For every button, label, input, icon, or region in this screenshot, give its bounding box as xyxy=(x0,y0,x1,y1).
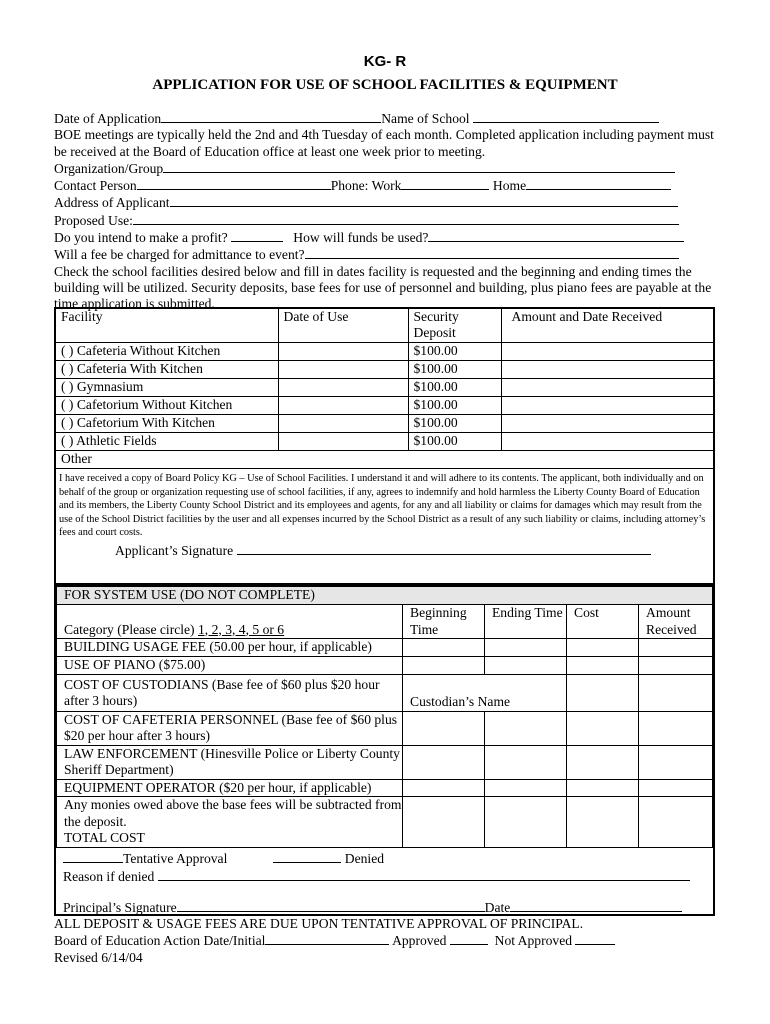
facility-row xyxy=(55,415,714,433)
applicant-signature-field[interactable] xyxy=(237,542,651,555)
fee-row xyxy=(57,745,713,779)
contact-person-field[interactable] xyxy=(137,177,331,190)
footer xyxy=(54,916,734,966)
facility-row xyxy=(55,433,714,451)
date-of-use-cell[interactable] xyxy=(278,343,408,361)
system-use-section xyxy=(54,584,715,916)
begin-cell[interactable] xyxy=(403,779,485,797)
tentative-approval-field[interactable] xyxy=(63,850,123,863)
principal-signature-label: Principal’s Signature xyxy=(63,900,177,915)
beginning-time-header: Beginning Time xyxy=(403,605,485,639)
reason-line xyxy=(63,868,706,886)
address-line xyxy=(54,194,714,211)
fee-field[interactable] xyxy=(305,246,679,259)
fee-label: LAW ENFORCEMENT (Hinesville Police or Liberty County Sheriff Department) xyxy=(57,745,403,779)
date-of-use-cell[interactable] xyxy=(278,433,408,451)
applicant-signature-label: Applicant’s Signature xyxy=(115,542,234,558)
deposit-note-cell xyxy=(57,797,403,848)
form-code: KG- R xyxy=(363,53,407,70)
category-cell xyxy=(57,605,403,639)
deposit-cell: $100.00 xyxy=(408,361,501,379)
deposit-cell: $100.00 xyxy=(408,415,501,433)
facilities-header-row xyxy=(55,308,714,343)
begin-cell xyxy=(403,797,485,848)
total-row xyxy=(57,797,713,848)
system-use-title: FOR SYSTEM USE (DO NOT COMPLETE) xyxy=(57,587,713,605)
date-of-use-cell[interactable] xyxy=(278,361,408,379)
deposit-cell: $100.00 xyxy=(408,379,501,397)
deposit-cell: $100.00 xyxy=(408,343,501,361)
cost-cell[interactable] xyxy=(567,711,639,745)
facility-name[interactable]: ( ) Cafeteria With Kitchen xyxy=(55,361,278,379)
fee-label: BUILDING USAGE FEE (50.00 per hour, if applicable) xyxy=(57,639,403,657)
approved-label: Approved xyxy=(392,933,447,949)
profit-label: Do you intend to make a profit? xyxy=(54,230,228,246)
phone-work-label: Phone: Work xyxy=(330,178,402,194)
amount-received-header: Amount Received xyxy=(639,605,713,639)
deposit-note: Any monies owed above the base fees will be subtracted from the deposit. xyxy=(64,797,402,829)
fee-row xyxy=(57,779,713,797)
reason-label: Reason if denied xyxy=(63,868,155,884)
amount-cell[interactable] xyxy=(639,745,713,779)
amount-cell[interactable] xyxy=(639,674,713,711)
approved-field[interactable] xyxy=(450,932,488,945)
begin-cell[interactable] xyxy=(403,639,485,657)
facility-row xyxy=(55,397,714,415)
total-cost-cell[interactable] xyxy=(567,797,639,848)
denied-label: Denied xyxy=(344,851,385,866)
approval-section xyxy=(56,848,713,919)
name-of-school-label: Name of School xyxy=(381,111,470,126)
funds-label: How will funds be used? xyxy=(293,230,429,246)
boe-action-label: Board of Education Action Date/Initial xyxy=(54,933,266,949)
contact-line xyxy=(54,177,714,194)
phone-work-field[interactable] xyxy=(401,177,489,190)
denied-field[interactable] xyxy=(273,850,341,863)
facility-name[interactable]: ( ) Gymnasium xyxy=(55,379,278,397)
principal-signature-field[interactable] xyxy=(177,899,485,912)
custodian-name-label: Custodian’s Name xyxy=(403,674,567,711)
system-use-header-row xyxy=(57,605,713,639)
fee-row xyxy=(57,639,713,657)
profit-line xyxy=(54,229,714,246)
name-of-school-field[interactable] xyxy=(473,110,659,123)
cost-cell[interactable] xyxy=(567,674,639,711)
system-use-title-row xyxy=(57,587,713,605)
facility-row xyxy=(55,343,714,361)
facility-other[interactable]: Other xyxy=(55,451,714,469)
not-approved-label: Not Approved xyxy=(494,933,573,949)
boe-note: BOE meetings are typically held the 2nd and 4th Tuesday of each month. Completed application including payment must be received at the Board of Education office at least one week prior to meeting. xyxy=(54,127,714,159)
facility-name[interactable]: ( ) Cafetorium With Kitchen xyxy=(55,415,278,433)
organization-line xyxy=(54,160,714,177)
amount-cell[interactable] xyxy=(639,711,713,745)
address-field[interactable] xyxy=(170,194,678,207)
fee-row xyxy=(57,711,713,745)
revised-date: Revised 6/14/04 xyxy=(54,949,143,965)
fees-note: ALL DEPOSIT & USAGE FEES ARE DUE UPON TENTATIVE APPROVAL OF PRINCIPAL. xyxy=(54,916,584,931)
deposit-cell: $100.00 xyxy=(408,397,501,415)
category-options[interactable]: 1, 2, 3, 4, 5 or 6 xyxy=(198,621,285,637)
cost-cell[interactable] xyxy=(567,656,639,674)
phone-home-field[interactable] xyxy=(526,177,671,190)
begin-cell[interactable] xyxy=(403,656,485,674)
total-cost-label: TOTAL COST xyxy=(64,830,145,845)
amount-received-cell[interactable] xyxy=(501,433,714,451)
facility-name[interactable]: ( ) Cafetorium Without Kitchen xyxy=(55,397,278,415)
end-cell[interactable] xyxy=(485,711,567,745)
tentative-approval-label: Tentative Approval xyxy=(123,851,228,866)
applicant-signature-line xyxy=(59,542,709,558)
date-of-application-label: Date of Application xyxy=(54,111,162,126)
facility-row xyxy=(55,361,714,379)
amount-cell[interactable] xyxy=(639,639,713,657)
begin-cell[interactable] xyxy=(403,711,485,745)
amount-received-cell[interactable] xyxy=(501,361,714,379)
amount-received-cell[interactable] xyxy=(501,379,714,397)
fee-line xyxy=(54,246,714,263)
cost-cell[interactable] xyxy=(567,745,639,779)
approval-line xyxy=(63,850,706,868)
facility-row xyxy=(55,451,714,469)
fee-row xyxy=(57,674,713,711)
date-of-use-cell[interactable] xyxy=(278,379,408,397)
amount-received-cell[interactable] xyxy=(501,397,714,415)
cost-cell[interactable] xyxy=(567,639,639,657)
fee-label: COST OF CUSTODIANS (Base fee of $60 plus $20 hour after 3 hours) xyxy=(57,674,403,711)
proposed-use-label: Proposed Use: xyxy=(54,212,133,228)
deposit-cell: $100.00 xyxy=(408,433,501,451)
policy-section xyxy=(56,470,712,570)
date-of-use-header: Date of Use xyxy=(278,308,408,343)
fee-row xyxy=(57,656,713,674)
principal-line xyxy=(63,899,706,917)
facility-name[interactable]: ( ) Athletic Fields xyxy=(55,433,278,451)
funds-field[interactable] xyxy=(428,229,684,242)
date-school-line xyxy=(54,110,714,127)
end-cell[interactable] xyxy=(485,656,567,674)
amount-cell[interactable] xyxy=(639,779,713,797)
facility-header: Facility xyxy=(55,308,278,343)
form-title: APPLICATION FOR USE OF SCHOOL FACILITIES & EQUIPMENT xyxy=(152,77,618,93)
cost-header: Cost xyxy=(567,605,639,639)
date-of-application-field[interactable] xyxy=(161,110,381,123)
amount-received-cell[interactable] xyxy=(501,415,714,433)
end-cell[interactable] xyxy=(485,745,567,779)
end-cell[interactable] xyxy=(485,779,567,797)
address-label: Address of Applicant xyxy=(54,195,170,211)
phone-home-label: Home xyxy=(492,178,527,194)
system-use-table xyxy=(56,586,713,848)
facility-name[interactable]: ( ) Cafeteria Without Kitchen xyxy=(55,343,278,361)
boe-action-field[interactable] xyxy=(265,932,389,945)
organization-label: Organization/Group xyxy=(54,160,164,176)
proposed-use-field[interactable] xyxy=(133,212,679,225)
date-of-use-cell[interactable] xyxy=(278,415,408,433)
amount-cell[interactable] xyxy=(639,656,713,674)
applicant-info-section xyxy=(54,110,714,313)
security-deposit-header: Security Deposit xyxy=(408,308,501,343)
date-of-use-cell[interactable] xyxy=(278,397,408,415)
principal-date-label: Date xyxy=(484,900,511,915)
boe-action-line xyxy=(54,932,734,949)
end-cell[interactable] xyxy=(485,639,567,657)
policy-text: I have received a copy of Board Policy KG – Use of School Facilities. I understand it and will adhere to its contents. The applicant, both individually and on behalf of the group or organization requesting use of school facilities, if any, agrees to indemnify and hold harmless the Liberty County Board of Education and its members, the Liberty County School District and its employees and agents, for any and all liability or claims for damages which may result from the use of the School District facilities by the user and all expenses incurred by the School District as a result of any such liability or claims, including attorney’s fees and court costs. xyxy=(59,473,706,539)
check-facilities-note: Check the school facilities desired below and fill in dates facility is requested and the beginning and ending times the building will be utilized. Security deposits, base fees for use of personnel and building, plus piano fees are payable at the time application is submitted. xyxy=(54,263,712,312)
contact-person-label: Contact Person xyxy=(54,178,137,194)
fee-label: EQUIPMENT OPERATOR ($20 per hour, if applicable) xyxy=(57,779,403,797)
profit-field[interactable] xyxy=(231,229,283,242)
amount-cell[interactable] xyxy=(639,797,713,848)
not-approved-field[interactable] xyxy=(575,932,615,945)
amount-received-cell[interactable] xyxy=(501,343,714,361)
end-cell xyxy=(485,797,567,848)
fee-label: Will a fee be charged for admittance to event? xyxy=(54,247,305,263)
facility-row xyxy=(55,379,714,397)
reason-field[interactable] xyxy=(158,868,690,881)
ending-time-header: Ending Time xyxy=(485,605,567,639)
amount-received-header: Amount and Date Received xyxy=(501,308,714,343)
cost-cell[interactable] xyxy=(567,779,639,797)
fee-label: USE OF PIANO ($75.00) xyxy=(57,656,403,674)
principal-date-field[interactable] xyxy=(510,899,682,912)
fee-label: COST OF CAFETERIA PERSONNEL (Base fee of $60 plus $20 per hour after 3 hours) xyxy=(57,711,403,745)
organization-field[interactable] xyxy=(163,160,675,173)
begin-cell[interactable] xyxy=(403,745,485,779)
proposed-use-line xyxy=(54,212,714,229)
category-label: Category (Please circle) xyxy=(64,621,195,637)
